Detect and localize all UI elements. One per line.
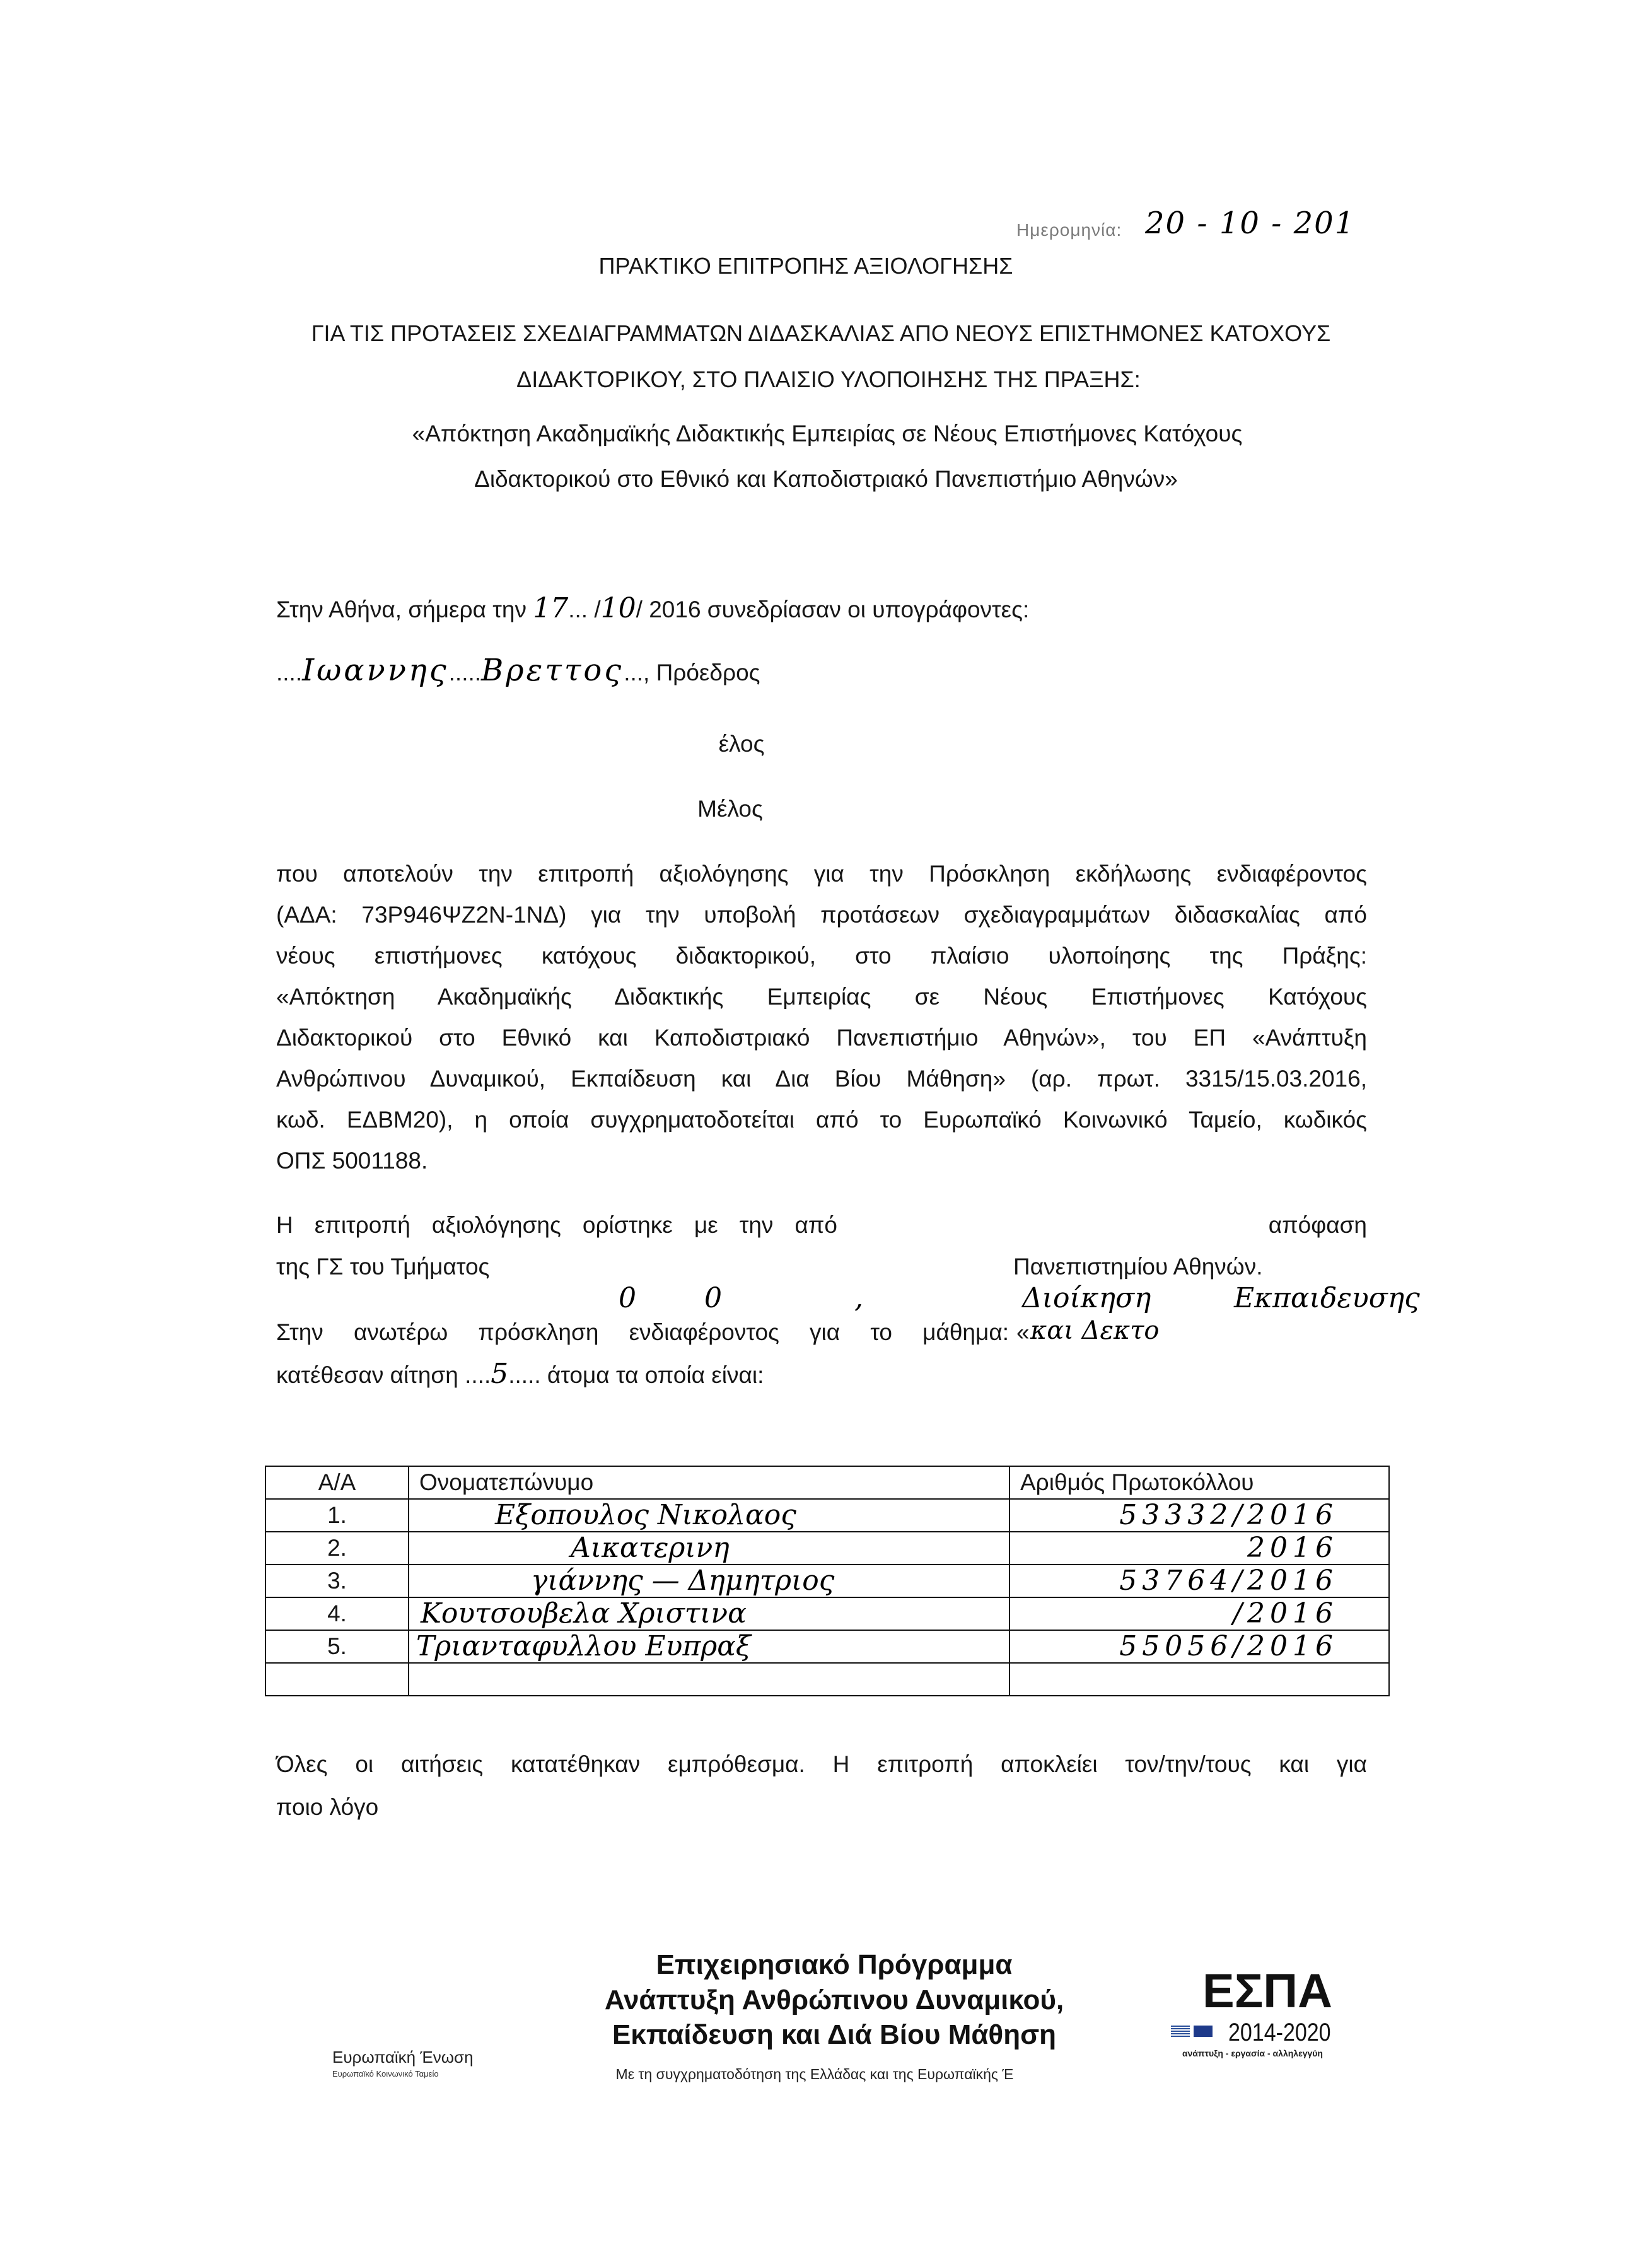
president-role: , Πρόεδρος <box>643 660 760 685</box>
meeting-prefix: Στην Αθήνα, σήμερα την <box>276 597 533 622</box>
handwritten-education: Εκπαιδευσης <box>1234 1282 1420 1314</box>
paragraph-line: που αποτελούν την επιτροπή αξιολόγησης για την Πρόσκληση εκδήλωσης ενδιαφέροντος <box>276 861 1367 887</box>
president-line <box>276 653 760 688</box>
greece-flag-icon <box>1171 2026 1190 2037</box>
espa-period: 2014-2020 <box>1228 2019 1331 2046</box>
espa-tagline: ανάπτυξη - εργασία - αλληλεγγύη <box>1182 2048 1323 2058</box>
table-row <box>265 1597 1389 1630</box>
applicants-line <box>276 1360 764 1390</box>
appointment-line-2: της ΓΣ του Τμήματος <box>276 1254 490 1280</box>
table-row <box>265 1630 1389 1663</box>
closing-line: ποιο λόγο <box>276 1794 379 1820</box>
appointment-line-1: Η επιτροπή αξιολόγησης ορίστηκε με την από <box>276 1212 837 1238</box>
programme-line-1: Επιχειρησιακό Πρόγραμμα <box>656 1949 1013 1980</box>
document-title: ΠΡΑΚΤΙΚΟ ΕΠΙΤΡΟΠΗΣ ΑΞΙΟΛΟΓΗΣΗΣ <box>598 253 1013 279</box>
applicants-table <box>265 1466 1390 1696</box>
handwritten-administration: Διοίκηση <box>1022 1282 1151 1314</box>
meeting-day-handwritten: 17 <box>533 592 569 624</box>
applicants-count-handwritten: 5 <box>491 1358 509 1390</box>
applicant-name: Εξοπουλος Νικολαος <box>409 1499 1009 1532</box>
programme-line-2: Ανάπτυξη Ανθρώπινου Δυναμικού, <box>604 1985 1064 2015</box>
header-protocol-number: Αριθμός Πρωτοκόλλου <box>1009 1466 1389 1499</box>
closing-paragraph <box>276 1743 1367 1829</box>
cofunding-note: Με τη συγχρηματοδότηση της Ελλάδας και της Ευρωπαϊκής Έ <box>615 2066 1014 2082</box>
eu-fund: Ευρωπαϊκό Κοινωνικό Ταμείο <box>332 2069 439 2079</box>
committee-paragraph <box>276 853 1367 1181</box>
member-1-label: έλος <box>718 731 765 757</box>
row-number: 4. <box>265 1597 409 1630</box>
espa-logo: ΕΣΠΑ <box>1202 1964 1333 2018</box>
subtitle-line-1: ΓΙΑ ΤΙΣ ΠΡΟΤΑΣΕΙΣ ΣΧΕΔΙΑΓΡΑΜΜΑΤΩΝ ΔΙΔΑΣΚΑΛΙΑΣ ΑΠΟ ΝΕΟΥΣ ΕΠΙΣΤΗΜΟΝΕΣ ΚΑΤΟΧΟΥΣ <box>311 320 1331 346</box>
row-number: 3. <box>265 1565 409 1597</box>
protocol-number: 2016 <box>1009 1532 1389 1565</box>
president-dots-lead: .... <box>276 660 303 685</box>
table-row <box>265 1499 1389 1532</box>
row-number: 5. <box>265 1630 409 1663</box>
handwritten-comma: , <box>854 1282 863 1314</box>
president-dots-mid: ..... <box>448 660 482 685</box>
header-number: Α/Α <box>265 1466 409 1499</box>
programme-line-3: Εκπαίδευση και Διά Βίου Μάθηση <box>612 2019 1057 2050</box>
row-number: 1. <box>265 1499 409 1532</box>
paragraph-line: (ΑΔΑ: 73Ρ946ΨΖ2Ν-1ΝΔ) για την υποβολή προτάσεων σχεδιαγραμμάτων διδασκαλίας από <box>276 902 1367 928</box>
paragraph-line: ΟΠΣ 5001188. <box>276 1148 428 1174</box>
eu-name: Ευρωπαϊκή Ένωση <box>332 2048 474 2067</box>
member-2-label: Μέλος <box>697 796 763 822</box>
paragraph-line: κωδ. ΕΔΒΜ20), η οποία συγχρηματοδοτείται από το Ευρωπαϊκό Κοινωνικό Ταμείο, κωδικός <box>276 1107 1367 1133</box>
meeting-suffix: / 2016 συνεδρίασαν οι υπογράφοντες: <box>636 597 1030 622</box>
meeting-line <box>276 594 1029 624</box>
paragraph-line: νέους επιστήμονες κατόχους διδακτορικού, στο πλαίσιο υλοποίησης της Πράξης: <box>276 943 1367 969</box>
protocol-number: 53764/2016 <box>1009 1565 1389 1597</box>
action-title-line-2: Διδακτορικού στο Εθνικό και Καποδιστριακό Πανεπιστήμιο Αθηνών» <box>474 466 1178 492</box>
applicant-name: Κουτσουβελα Χριστινα <box>409 1597 1009 1630</box>
course-label: Στην ανωτέρω πρόσκληση ενδιαφέροντος για το μάθημα: <box>276 1319 1009 1345</box>
president-first-name-handwritten: Ιωαννης <box>302 653 449 688</box>
empty-cell <box>1009 1663 1389 1696</box>
applicant-name: Τριανταφυλλου Ευπραξ <box>409 1630 1009 1663</box>
applicant-name: Αικατερινη <box>409 1532 1009 1565</box>
meeting-month-handwritten: 10 <box>600 592 636 624</box>
handwritten-zero-1: 0 <box>619 1282 636 1314</box>
header-full-name: Ονοματεπώνυμο <box>409 1466 1009 1499</box>
paragraph-line: Διδακτορικού στο Εθνικό και Καποδιστριακό Πανεπιστήμιο Αθηνών», του ΕΠ «Ανάπτυξη <box>276 1025 1367 1051</box>
course-handwritten: και Δεκτο <box>1030 1316 1160 1345</box>
applicants-prefix: κατέθεσαν αίτηση .... <box>276 1362 491 1388</box>
protocol-number: /2016 <box>1009 1597 1389 1630</box>
president-dots-tail: ... <box>624 660 644 685</box>
president-last-name-handwritten: Βρεττος <box>481 653 624 688</box>
action-title-line-1: «Απόκτηση Ακαδημαϊκής Διδακτικής Εμπειρίας σε Νέους Επιστήμονες Κατόχους <box>412 421 1243 446</box>
meeting-separator: ... / <box>568 597 601 622</box>
applicant-name: γιάννης — Δημητριος <box>409 1565 1009 1597</box>
appointment-decision-label: απόφαση <box>1268 1212 1367 1238</box>
eu-flag-icon <box>1194 2026 1213 2037</box>
empty-cell <box>265 1663 409 1696</box>
protocol-number: 55056/2016 <box>1009 1630 1389 1663</box>
course-open-quote: « <box>1016 1319 1030 1345</box>
subtitle-line-2: ΔΙΔΑΚΤΟΡΙΚΟΥ, ΣΤΟ ΠΛΑΙΣΙΟ ΥΛΟΠΟΙΗΣΗΣ ΤΗΣ ΠΡΑΞΗΣ: <box>516 366 1141 392</box>
table-row <box>265 1565 1389 1597</box>
table-header-row <box>265 1466 1389 1499</box>
handwritten-zero-2: 0 <box>704 1282 722 1314</box>
empty-cell <box>409 1663 1009 1696</box>
table-row <box>265 1532 1389 1565</box>
date-handwritten: 20 - 10 - 201 <box>1145 206 1356 241</box>
paragraph-line: «Απόκτηση Ακαδημαϊκής Διδακτικής Εμπειρίας σε Νέους Επιστήμονες Κατόχους <box>276 984 1367 1010</box>
row-number: 2. <box>265 1532 409 1565</box>
applicants-suffix: ..... άτομα τα οποία είναι: <box>508 1362 764 1388</box>
university-label: Πανεπιστημίου Αθηνών. <box>1013 1254 1263 1280</box>
protocol-number: 53332/2016 <box>1009 1499 1389 1532</box>
table-row-empty <box>265 1663 1389 1696</box>
paragraph-line: Ανθρώπινου Δυναμικού, Εκπαίδευση και Δια Βίου Μάθηση» (αρ. πρωτ. 3315/15.03.2016, <box>276 1066 1367 1092</box>
closing-line: Όλες οι αιτήσεις κατατέθηκαν εμπρόθεσμα. Η επιτροπή αποκλείει τον/την/τους και για <box>276 1751 1367 1777</box>
date-label: Ημερομηνία: <box>1016 220 1122 240</box>
